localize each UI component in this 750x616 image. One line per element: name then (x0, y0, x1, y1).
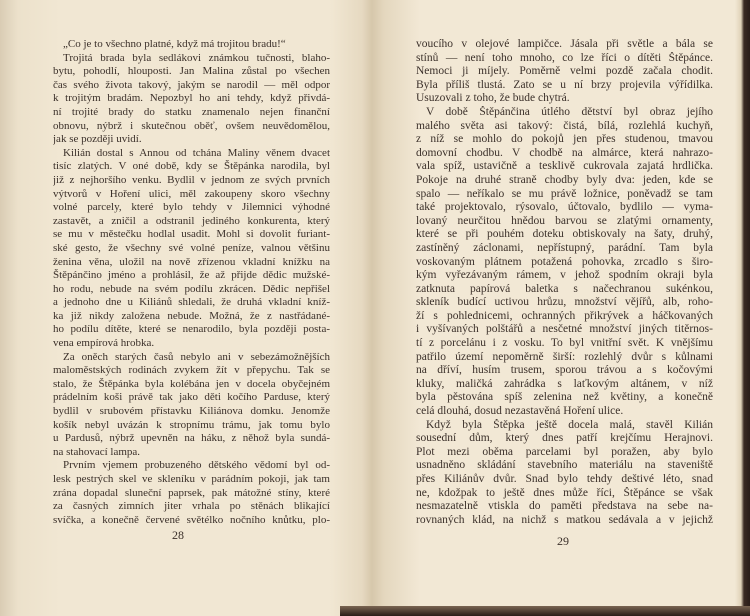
text-line: Prvním vjemem probuzeného dětského vědomí byl od- (63, 459, 330, 472)
text-line: ho podílu dítěte, které se nenarodilo, byla později posta- (53, 323, 330, 336)
left-page-text (53, 38, 330, 527)
page-number-right: 29 (557, 534, 569, 548)
text-line: čas svého života takový, jakým se narodil — měl odpor (53, 78, 330, 91)
text-line: skleník budící uctivou hrůzu, množství vějířů, alb, roho- (416, 296, 713, 309)
text-line: z níž se mohlo do pokojů jen přes studenou, tmavou (416, 133, 713, 146)
text-line: domovní chodbu. V chodbě na almárce, která nahrazo- (416, 146, 713, 159)
paragraph (416, 38, 713, 106)
text-line: u Pardusů, nýbrž upevněn na háku, z něhož byla sundá- (53, 432, 330, 445)
text-line: V době Štěpánčina útlého dětství byl obraz jejího (426, 105, 713, 118)
text-line: prádelním koši právě tak jako děti kočího Parduse, který (53, 391, 330, 404)
text-line: Za oněch starých časů nebylo ani v sebezámožnějších (63, 350, 330, 363)
text-line: na dříví, husím trusem, sporou trávou a s kočovými (416, 364, 713, 377)
text-line: Nemoci ji míjely. Poměrně velmi pozdě začala chodit. (416, 65, 713, 78)
text-line: ženina věna, uložil na nově zřízenou vkladní knížku na (53, 255, 330, 268)
text-line: patřilo území nepoměrně širší: rozlehlý dvůr s kůlnami (416, 350, 713, 363)
text-line: lovaný neurčitou hnědou barvou se zlatými ornamenty, (416, 214, 713, 227)
text-line: výtvorů v Hoření ulici, měl zakoupeny skoro všechny (53, 187, 330, 200)
paragraph (416, 419, 713, 528)
text-line: ka již nikdy založena nebude. Možná, že z nastřádané- (53, 309, 330, 322)
text-line: za časných zimních jiter vrhala po stěnách blikající (53, 500, 330, 513)
text-line: voucího v olejové lampičce. Jásala při světle a bála se (416, 38, 713, 50)
text-line: obnovu, nýbrž i skutečnou oběť, ovšem neuvědomělou, (53, 119, 330, 132)
text-line: svíčka, a konečně červené světélko nočního knůtku, plo- (53, 513, 330, 526)
page-number-left: 28 (172, 528, 184, 542)
text-line: Trojitá brada byla sedlákovi známkou tučnosti, blaho- (63, 51, 330, 64)
text-line: spalo — neříkalo se mu právě ložnice, poněvadž se tam (416, 187, 713, 200)
text-line: voskovaným plátnem potažená pohovka, zrcadlo s širo- (416, 255, 713, 268)
text-line: stalo, že Štěpánka byla kolébána jen v docela obyčejném (53, 377, 330, 390)
paragraph (53, 52, 330, 147)
text-line: byla pěstována spíš zelenina než květiny, a konečně (416, 391, 713, 404)
paragraph (416, 106, 713, 419)
text-line: maloměstských rodinách zvykem žít v přepychu. Tak se (53, 364, 330, 377)
text-line: usnadněno skládání stavebního materiálu na staveniště (416, 459, 713, 472)
text-line: sousední dům, který dnes patří krejčímu Herajnovi. (416, 432, 713, 445)
text-line: malého světa asi takový: čistá, bílá, rozlehlá kuchyň, (416, 119, 713, 132)
text-line: bytu, pohodlí, hlouposti. Jan Malina zůstal po všechen (53, 65, 330, 78)
text-line: vena empírová hrobka. (53, 337, 155, 350)
text-line: Kilián dostal s Annou od tchána Maliny věnem dvacet (63, 146, 330, 159)
text-line: kým vyřezávaným rámem, v jehož spodním okraji byla (416, 269, 713, 282)
text-line: košík nebyl uvázán k stropnímu trámu, jak tomu bylo (53, 418, 330, 431)
text-line: zastavět, a zničil a odstranil jediného konkurenta, který (53, 214, 330, 227)
text-line: již z nejhoršího venku. Bydlil v jednom ze svých prvních (53, 173, 330, 186)
text-line: lesk pestrých skel ve skleníku v parádním pokoji, jak tam (53, 473, 330, 485)
text-line: jak se později uvidí. (53, 133, 142, 146)
text-line: ské gesto, že všechny své volné peníze, valnou většinu (53, 241, 330, 254)
text-line: celá dlouhá, dosud nezastavěná Hoření ulice. (416, 405, 624, 418)
text-line: přes Kiliánův dvůr. Snad bylo tehdy deštivé léto, snad (416, 473, 713, 485)
right-page-text (416, 38, 713, 527)
text-line: ne, kdožpak to ještě dnes může říci, Štěpánce se však (416, 486, 713, 499)
text-line: rovnaných klád, na nichž s matkou sedávala a v jejichž (416, 513, 713, 526)
text-line: volné parcely, které bylo tehdy v Jilemnici výhodné (53, 201, 330, 214)
paragraph (53, 459, 330, 527)
text-line: k trojitým bradám. Nepozbyl ho ani tehdy, když přivdá- (53, 92, 330, 105)
text-line: se mu v městečku hodlal usadit. Mohl si dovolit furiant- (53, 228, 330, 241)
text-line: i vyšívaných polštářů a nesčetné množství jiných titěrnos- (416, 323, 713, 336)
text-line: Byla příliš tlustá. Zato se u ní brzy projevila výřídilka. (416, 78, 713, 91)
text-line: ní trojité brady do statku znamenalo nejen finanční (53, 105, 330, 118)
text-line: vala spíž, ustavičně a tesklivě cukrovala zajatá hrdlička. (416, 160, 713, 173)
text-line: ho rodu, nebude na svém podílu zkrácen. Dědic nepřišel (53, 282, 330, 295)
book-edge-shadow (340, 606, 750, 616)
text-line: Štěpánčino jméno a prohlásil, že až přijde dědic mužské- (53, 269, 330, 282)
text-line: Když byla Štěpka ještě docela malá, stavěl Kilián (426, 418, 713, 431)
text-line: také projektovalo, rýsovalo, účtovalo, bydlilo — vyma- (416, 201, 713, 214)
text-line: nesmazatelně vtiskla do paměti představa na sebe na- (416, 500, 713, 513)
paragraph (53, 351, 330, 460)
text-line: Usuzovali z toho, že bude chytrá. (416, 92, 570, 105)
paragraph (53, 38, 330, 52)
text-line: které se při pouhém doteku obtiskovaly na šaty, druhý, (416, 228, 713, 241)
text-line: a jednoho dne u Kiliánů shledali, že druhá vkladní kníž- (53, 296, 330, 309)
text-line: zatknuta papírová baletka s načechranou sukénkou, (416, 282, 713, 295)
text-line: tí z porcelánu i z vosku. To byl vnitřní svět. K vnějšímu (416, 337, 713, 350)
text-line: bydlil v srubovém přístavku Kiliánova domku. Jenomže (53, 405, 330, 418)
text-line: stínů — není toho mnoho, co lze říci o dítěti Štěpánce. (416, 51, 713, 64)
text-line: Pokoje na druhé straně chodby byly dva: jeden, kde se (416, 173, 713, 186)
text-line: zastíněný záclonami, nepřístupný, parádní. Tam byla (416, 241, 713, 254)
text-line: tisíc zlatých. V oné době, kdy se Štěpánka narodila, byl (53, 160, 330, 173)
text-line: kluky, maličká zahrádka s laťkovým altánem, v níž (416, 377, 713, 390)
text-line: na stahovací lampa. (53, 445, 141, 458)
paragraph (53, 147, 330, 351)
text-line: zrána dopadal sluneční paprsek, pak mátožné stíny, které (53, 486, 330, 499)
text-line: ží s pohlednicemi, ochranných přikrývek a háčkovaných (416, 309, 713, 322)
text-line: „Co je to všechno platné, když má trojitou bradu!“ (63, 38, 286, 50)
text-line: Plot mezi oběma parcelami byl poražen, aby bylo (416, 445, 713, 458)
